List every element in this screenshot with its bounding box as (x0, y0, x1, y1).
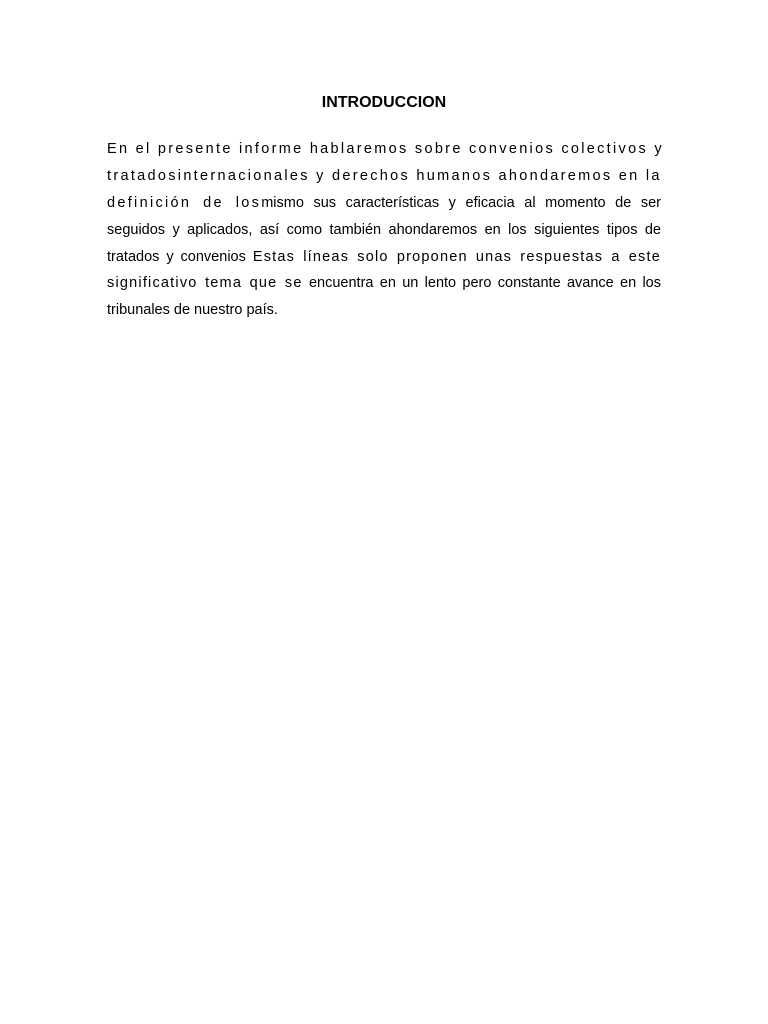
text-run: tratadosinternacionales y derechos humanos ahondaremos en la (107, 167, 662, 184)
text-run: encuentra en un lento pero constante avance en los (308, 275, 662, 292)
paragraph-line-5 (107, 244, 661, 271)
page-title: INTRODUCCION (321, 94, 447, 111)
paragraph-line-1 (107, 136, 664, 163)
paragraph-line-6 (107, 270, 661, 297)
text-run: mismo sus características y eficacia al momento de ser (261, 194, 661, 211)
paragraph-line-3 (107, 190, 661, 217)
text-run: tribunales de nuestro país. (107, 302, 278, 319)
text-run: tratados y convenios (107, 248, 246, 265)
text-run: seguidos y aplicados, así como también ahondaremos en los siguientes tipos de (107, 221, 661, 238)
text-run: En el presente informe hablaremos sobre convenios colectivos y (107, 141, 664, 157)
paragraph-line-4 (107, 217, 661, 244)
introduction-paragraph (107, 136, 664, 324)
text-run: Estas líneas solo proponen unas respuestas a este (252, 248, 662, 265)
paragraph-line-2 (107, 163, 661, 190)
text-run: significativo tema que se (107, 275, 303, 292)
text-run: definición de los (107, 194, 262, 211)
paragraph-line-7 (107, 297, 661, 324)
